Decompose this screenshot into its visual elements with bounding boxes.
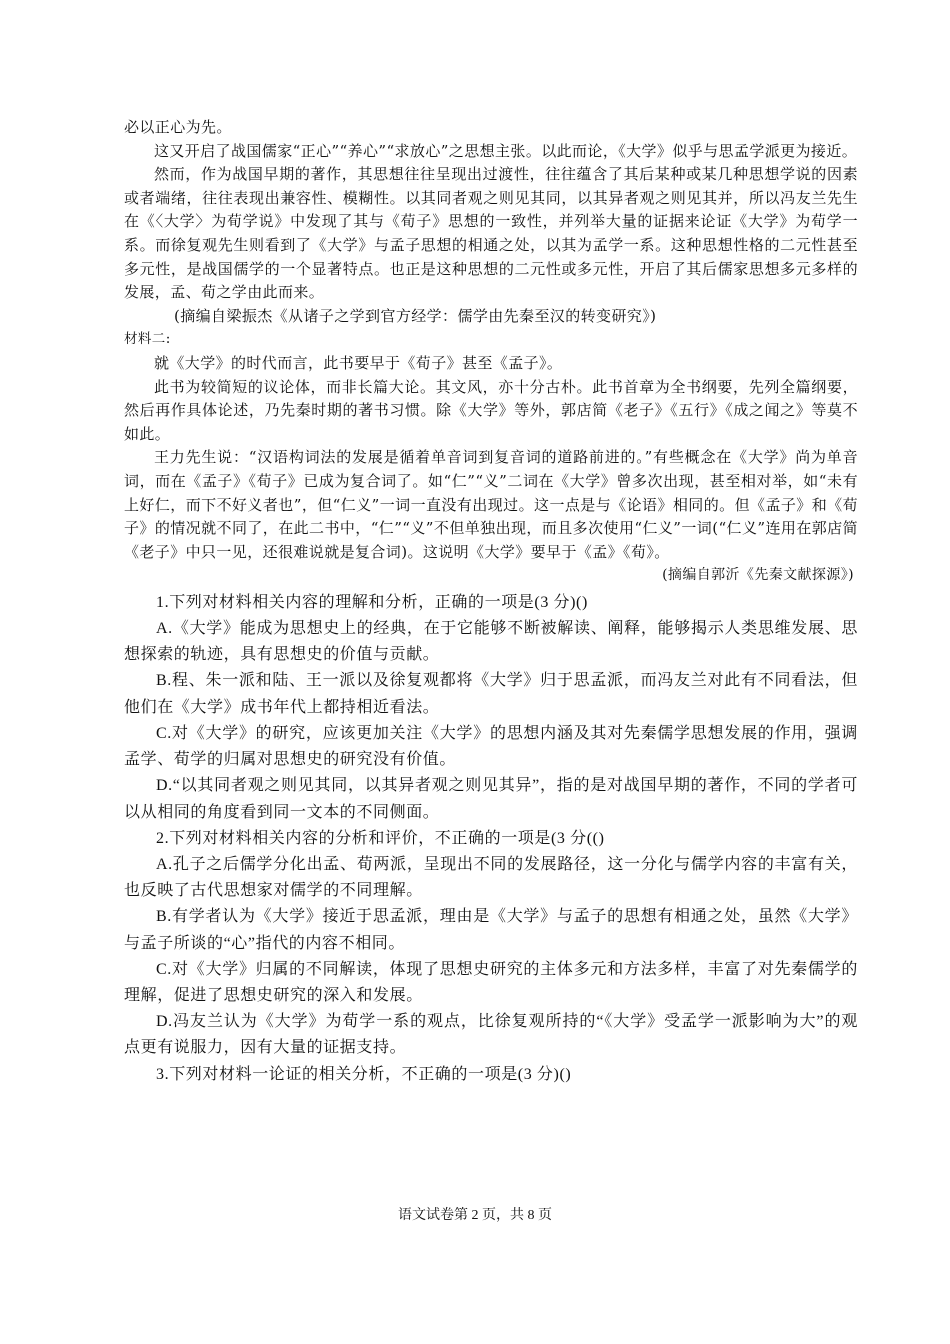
question-stem: 1.下列对材料相关内容的理解和分析，正确的一项是(3 分)() <box>156 593 588 611</box>
question-stem: 2.下列对材料相关内容的分析和评价，不正确的一项是(3 分(() <box>156 829 605 847</box>
page-footer: 语文试卷第 2 页，共 8 页 <box>398 1208 552 1223</box>
source-citation: (摘编自郭沂《先秦文献探源》) <box>662 567 854 584</box>
answer-option: D.“以其同者观之则见其同，以其异者观之则见其异”，指的是对战国早期的著作，不同的学者可以从相同的角度看到同一文本的不同侧面。 <box>124 777 858 821</box>
answer-option: A.孔子之后儒学分化出孟、荀两派，呈现出不同的发展路径，这一分化与儒学内容的丰富有关，也反映了古代思想家对儒学的不同理解。 <box>124 855 858 900</box>
paragraph: 必以正心为先。 <box>124 118 232 136</box>
paragraph: 这又开启了战国儒家“正心”“养心”“求放心”之思想主张。以此而论，《大学》似乎与思孟学派更为接近。 <box>154 141 858 160</box>
question-stem: 3.下列对材料一论证的相关分析，不正确的一项是(3 分)() <box>156 1065 572 1083</box>
answer-option: D.冯友兰认为《大学》为荀学一系的观点，比徐复观所持的“《大学》受孟学一派影响为大”的观点更有说服力，因有大量的证据支持。 <box>124 1013 858 1057</box>
paragraph: 王力先生说：“汉语构词法的发展是循着单音词到复音词的道路前进的。”有些概念在《大学》尚为单音词，而在《孟子》《荀子》已成为复合词了。如“仁”“义”二词在《大学》曾多次出现，甚至相对举，如“未有上好仁，而下不好义者也”，但“仁义”一词一直没有出现过。这一点是与《论语》相同的。但《孟子》和《荀子》的情况就不同了，在此二书中，“仁”“义”不但单独出现，而且多次使用“仁义”一词(“仁义”连用在郭店简《老子》中只一见，还很难说就是复合词)。这说明《大学》要早于《孟》《荀》。 <box>124 448 858 561</box>
paragraph: 就《大学》的时代而言，此书要早于《荀子》甚至《孟子》。 <box>154 353 563 372</box>
answer-option: B.程、朱一派和陆、王一派以及徐复观都将《大学》归于思孟派，而冯友兰对此有不同看法，但他们在《大学》成书年代上都持相近看法。 <box>124 672 858 716</box>
questions <box>124 590 858 1088</box>
paragraph: 然而，作为战国早期的著作，其思想往往呈现出过渡性，往往蕴含了其后某种或某几种思想学说的因素或者端绪，往往表现出兼容性、模糊性。以其同者观之则见其同，以其异者观之则见其并，所以冯友兰先生在《〈大学〉为荀学说》中发现了其与《荀子》思想的一致性，并列举大量的证据来论证《大学》为荀学一系。而徐复观先生则看到了《大学》与孟子思想的相通之处，以其为孟学一系。这种思想性格的二元性甚至多元性，是战国儒学的一个显著特点。也正是这种思想的二元性或多元性，开启了其后儒家思想多元多样的发展，孟、荀之学由此而来。 <box>124 165 858 302</box>
answer-option: A.《大学》能成为思想史上的经典，在于它能够不断被解读、阐释，能够揭示人类思维发展、思想探索的轨迹，具有思想史的价值与贡献。 <box>124 620 858 664</box>
paragraph: 此书为较简短的议论体，而非长篇大论。其文风，亦十分古朴。此书首章为全书纲要，先列全篇纲要，然后再作具体论述，乃先秦时期的著书习惯。除《大学》等外，郭店简《老子》《五行》《成之闻之》等莫不如此。 <box>124 377 858 443</box>
material-label: 材料二: <box>124 331 171 348</box>
reading-material <box>124 116 858 588</box>
answer-option: C.对《大学》的研究，应该更加关注《大学》的思想内涵及其对先秦儒学思想发展的作用，强调孟学、荀学的归属对思想史的研究没有价值。 <box>124 724 858 769</box>
source-citation: (摘编自梁振杰《从诸子之学到官方经学：儒学由先秦至汉的转变研究》) <box>174 306 657 325</box>
answer-option: C.对《大学》归属的不同解读，体现了思想史研究的主体多元和方法多样，丰富了对先秦儒学的理解，促进了思想史研究的深入和发展。 <box>124 960 858 1004</box>
answer-option: B.有学者认为《大学》接近于思孟派，理由是《大学》与孟子的思想有相通之处，虽然《大学》与孟子所谈的“心”指代的内容不相同。 <box>124 908 858 952</box>
